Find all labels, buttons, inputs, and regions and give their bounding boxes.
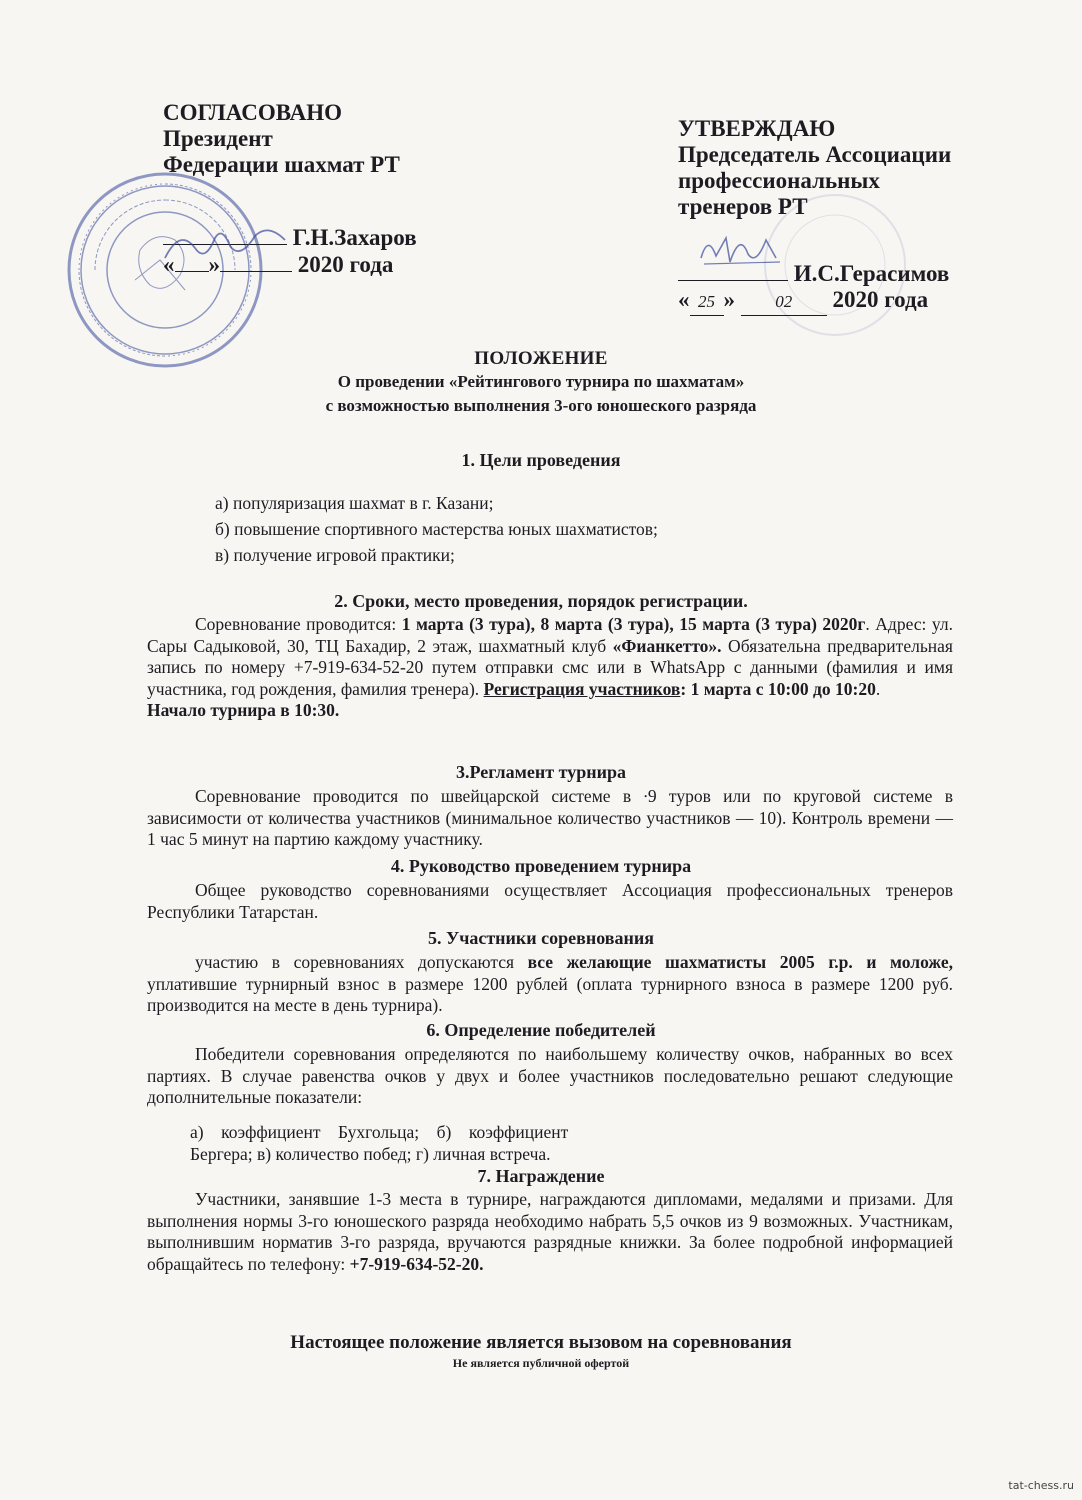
signature-zakharov <box>160 218 290 268</box>
tiebreak-line-1: а) коэффициент Бухгольца; б) коэффициент <box>190 1122 569 1142</box>
start-time: Начало турнира в 10:30. <box>147 700 340 720</box>
agreed-organization: Федерации шахмат РТ <box>163 152 400 177</box>
section-6-heading: 6. Определение победителей <box>426 1020 656 1040</box>
section-6-text: Победители соревнования определяются по наибольшему количеству очков, набранных во всех партиях. В случае равенства очков у двух и более участников последовательно решают следующие дополнительные показатели: <box>147 1044 953 1107</box>
section-7-heading: 7. Награждение <box>477 1166 605 1186</box>
contact-phone: +7-919-634-52-20. <box>349 1253 484 1274</box>
goals-list <box>215 490 658 568</box>
approved-title: УТВЕРЖДАЮ <box>678 116 836 141</box>
list-item: в) получение игровой практики; <box>215 545 455 565</box>
approved-day: 25 <box>690 289 724 316</box>
signature-gerasimov <box>696 228 786 272</box>
section-5-heading: 5. Участники соревнования <box>427 928 654 948</box>
agreed-signer: Г.Н.Захаров <box>292 225 417 250</box>
list-item: а) популяризация шахмат в г. Казани; <box>215 493 494 513</box>
eligible-participants: все желающие шахматисты 2005 г.р. и моложе, <box>527 952 953 972</box>
section-7-text: Участники, занявшие 1-3 места в турнире, награждаются дипломами, медалями и призами. Для выполнения нормы 3-го юношеского разряда необходимо набрать 5,5 очков из 9 возможных. Участникам, выполнившим норматив 3-го разряда, вручаются разрядные книжки. За более подробной информацией обращайтесь по телефону: +7-919-634-52-20. <box>147 1189 953 1274</box>
approved-signer: И.С.Герасимов <box>793 261 950 286</box>
approved-position-2: профессиональных <box>678 168 880 193</box>
site-watermark: tat-chess.ru <box>1008 1479 1074 1492</box>
document-subtitle: О проведении «Рейтингового турнира по шахматам» <box>337 372 745 391</box>
agreed-year: 2020 года <box>297 252 394 277</box>
section-3-text: Соревнование проводится по швейцарской системе в ∙9 туров или по круговой системе в зависимости от количества участников (минимальное количество участников — 10). Контроль времени — 1 час 5 минут на партию каждому участнику. <box>147 786 953 849</box>
section-2-heading: 2. Сроки, место проведения, порядок регистрации. <box>334 591 748 611</box>
agreed-date-line: « » 2020 года <box>163 252 394 277</box>
approved-date-line: « 25 » 02 2020 года <box>678 287 951 316</box>
tiebreak-line-2: Бергера; в) количество побед; г) личная встреча. <box>190 1144 551 1164</box>
approved-position: Председатель Ассоциации <box>678 142 952 167</box>
section-3-heading: 3.Регламент турнира <box>456 762 626 782</box>
section-5-text: участию в соревнованиях допускаются все желающие шахматисты 2005 г.р. и моложе, уплатившие турнирный взнос в размере 1200 рублей (оплата турнирного взноса в размере 1200 руб. производится на месте в день турнира). <box>147 952 953 1015</box>
footer-disclaimer: Не является публичной офертой <box>452 1356 630 1370</box>
agreed-position: Президент <box>163 126 273 151</box>
document-title: ПОЛОЖЕНИЕ <box>474 348 608 369</box>
club-name: «Фианкетто». <box>612 635 722 656</box>
registration-label: Регистрация участников <box>483 678 681 699</box>
document-subtitle-2: с возможностью выполнения 3-ого юношеского разряда <box>325 396 757 415</box>
approved-block <box>678 116 951 316</box>
approved-month: 02 <box>741 289 827 316</box>
approved-year: 2020 года <box>832 287 929 312</box>
section-2-text: Соревнование проводится: 1 марта (3 тура), 8 марта (3 тура), 15 марта (3 тура) 2020г. Адрес: ул. Сары Садыковой, 30, ТЦ Бахадир, 2 этаж, шахматный клуб «Фианкетто». Обязательна предварительная запись по номеру +7-919-634-52-20 путем отправки смс или в WhatsApp с данными (фамилия и имя участника, год рождения, фамилия тренера). Регистрация участников: 1 марта с 10:00 до 10:20. Начало турнира в 10:30. <box>147 614 954 720</box>
tournament-dates: 1 марта (3 тура), 8 марта (3 тура), 15 марта (3 тура) 2020г <box>401 614 866 634</box>
list-item: б) повышение спортивного мастерства юных шахматистов; <box>215 519 658 539</box>
footer-note: Настоящее положение является вызовом на соревнования <box>290 1332 792 1353</box>
section-4-text: Общее руководство соревнованиями осуществляет Ассоциация профессиональных тренеров Республики Татарстан. <box>147 880 953 922</box>
agreed-title: СОГЛАСОВАНО <box>163 100 343 125</box>
section-4-heading: 4. Руководство проведением турнира <box>390 856 692 876</box>
section-1-heading: 1. Цели проведения <box>461 450 621 470</box>
approved-organization: тренеров РТ <box>678 194 808 219</box>
registration-time: : 1 марта с 10:00 до 10:20 <box>680 678 876 699</box>
